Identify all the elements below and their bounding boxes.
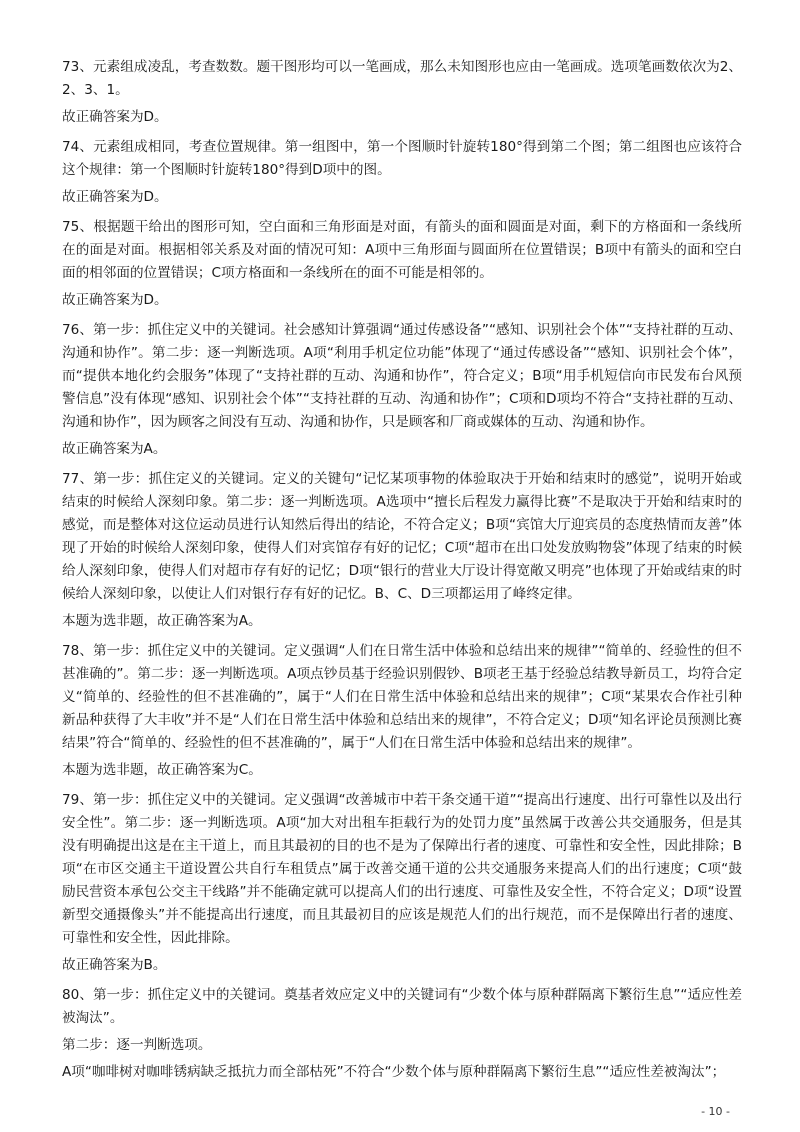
explanation-paragraph: 76、第一步：抓住定义中的关键词。社会感知计算强调“通过传感设备”“感知、识别社会个体”“支持社群的互动、沟通和协作”。第二步：逐一判断选项。A项“利用手机定位功能”体现了“通过传感设备”“感知、识别社会个体”，而“提供本地化约会服务”体现了“支持社群的互动、沟通和协作”，符合定义；B项“用手机短信向市民发布台风预警信息”没有体现“感知、识别社会个体”“支持社群的互动、沟通和协作”；C项和D项均不符合“支持社群的互动、沟通和协作”，因为顾客之间没有互动、沟通和协作，只是顾客和厂商或媒体的互动、沟通和协作。 <box>62 322 742 430</box>
explanation-paragraph: 75、根据题干给出的图形可知，空白面和三角形面是对面，有箭头的面和圆面是对面，剩下的方格面和一条线所在的面是对面。根据相邻关系及对面的情况可知：A项中三角形面与圆面所在位置错误；B项中有箭头的面和空白面的相邻面的位置错误；C项方格面和一条线所在的面不可能是相邻的。 <box>62 219 742 281</box>
answer-line: 故正确答案为D。 <box>62 292 168 308</box>
explanation-paragraph: 80、第一步：抓住定义中的关键词。奠基者效应定义中的关键词有“少数个体与原种群隔离下繁衍生息”“适应性差被淘汰”。 <box>62 987 742 1026</box>
explanation-paragraph: A项“咖啡树对咖啡锈病缺乏抵抗力而全部枯死”不符合“少数个体与原种群隔离下繁衍生息”“适应性差被淘汰”； <box>62 1064 726 1080</box>
item-77 <box>62 468 742 633</box>
item-75 <box>62 216 742 312</box>
item-73 <box>62 56 742 129</box>
item-80 <box>62 984 742 1084</box>
item-78 <box>62 640 742 782</box>
explanation-paragraph: 74、元素组成相同，考查位置规律。第一组图中，第一个图顺时针旋转180°得到第二个图；第二组图也应该符合这个规律：第一个图顺时针旋转180°得到D项中的图。 <box>62 139 742 178</box>
page-number: - 10 - <box>701 1105 730 1118</box>
answer-line: 故正确答案为A。 <box>62 441 167 457</box>
answer-line: 故正确答案为D。 <box>62 189 168 205</box>
explanation-paragraph: 79、第一步：抓住定义中的关键词。定义强调“改善城市中若干条交通干道”“提高出行速度、出行可靠性以及出行安全性”。第二步：逐一判断选项。A项“加大对出租车拒载行为的处罚力度”虽然属于改善公共交通服务，但是其没有明确提出这是在主干道上，而且其最初的目的也不是为了保障出行者的速度、可靠性和安全性，因此排除；B项“在市区交通主干道设置公共自行车租赁点”属于改善交通干道的公共交通服务来提高人们的出行速度；C项“鼓励民营资本承包公交主干线路”并不能确定就可以提高人们的出行速度、可靠性及安全性，不符合定义；D项“设置新型交通摄像头”并不能提高出行速度，而且其最初目的应该是规范人们的出行规范，而不是保障出行者的速度、可靠性和安全性，因此排除。 <box>62 792 742 946</box>
explanation-paragraph: 78、第一步：抓住定义中的关键词。定义强调“人们在日常生活中体验和总结出来的规律”“简单的、经验性的但不甚准确的”。第二步：逐一判断选项。A项点钞员基于经验识别假钞、B项老王基于经验总结教导新员工，均符合定义“简单的、经验性的但不甚准确的”，属于“人们在日常生活中体验和总结出来的规律”；C项“某果农合作社引种新品种获得了大丰收”并不是“人们在日常生活中体验和总结出来的规律”，不符合定义；D项“知名评论员预测比赛结果”符合“简单的、经验性的但不甚准确的”，属于“人们在日常生活中体验和总结出来的规律”。 <box>62 643 742 751</box>
explanation-paragraph: 第二步：逐一判断选项。 <box>62 1037 212 1053</box>
answer-explanations <box>62 56 742 1088</box>
explanation-paragraph: 73、元素组成凌乱，考查数数。题干图形均可以一笔画成，那么未知图形也应由一笔画成。选项笔画数依次为2、2、3、1。 <box>62 59 742 98</box>
explanation-paragraph: 77、第一步：抓住定义的关键词。定义的关键句“记忆某项事物的体验取决于开始和结束时的感觉”，说明开始或结束的时候给人深刻印象。第二步：逐一判断选项。A选项中“擅长后程发力赢得比赛”不是取决于开始和结束时的感觉，而是整体对这位运动员进行认知然后得出的结论，不符合定义；B项“宾馆大厅迎宾员的态度热情而友善”体现了开始的时候给人深刻印象，使得人们对宾馆存有好的记忆；C项“超市在出口处发放购物袋”体现了结束的时候给人深刻印象，使得人们对超市存有好的记忆；D项“银行的营业大厅设计得宽敞又明亮”也体现了开始或结束的时候给人深刻印象，以使让人们对银行存有好的记忆。B、C、D三项都运用了峰终定律。 <box>62 471 742 602</box>
item-79 <box>62 789 742 977</box>
item-74 <box>62 136 742 209</box>
item-76 <box>62 319 742 461</box>
answer-line: 故正确答案为B。 <box>62 957 167 973</box>
answer-line: 故正确答案为D。 <box>62 109 168 125</box>
answer-line: 本题为选非题，故正确答案为A。 <box>62 613 262 629</box>
answer-line: 本题为选非题，故正确答案为C。 <box>62 762 262 778</box>
